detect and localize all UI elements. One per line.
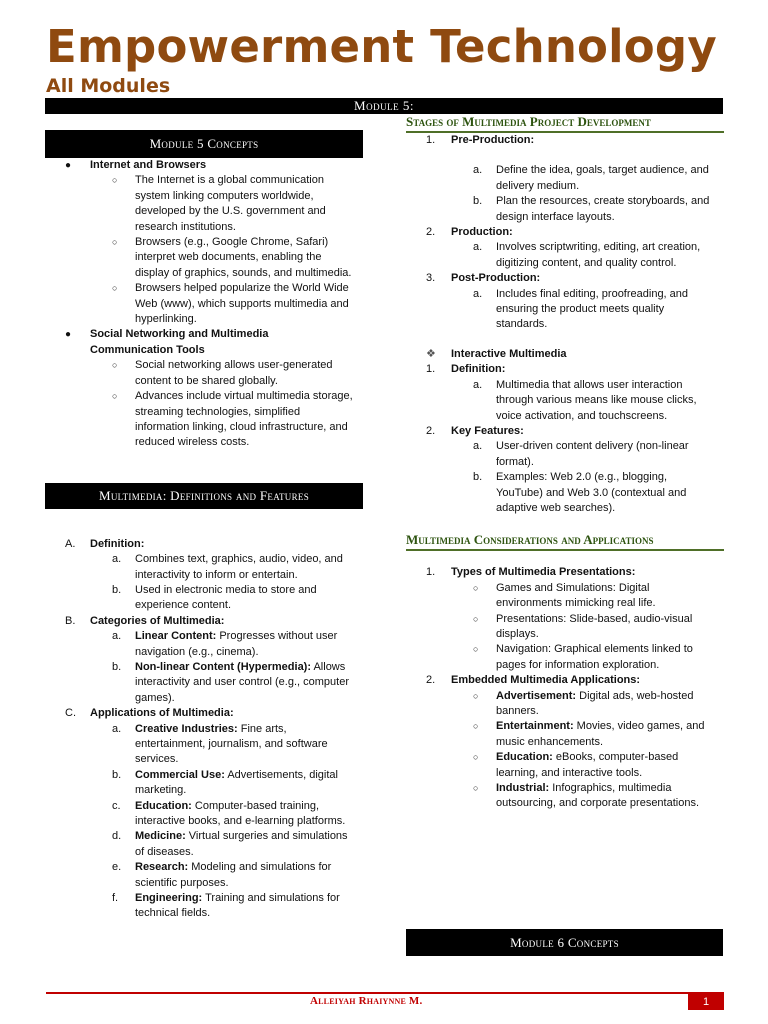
- circle-bullet-icon: ○: [473, 644, 479, 655]
- multimedia-definitions-heading: Multimedia: Definitions and Features: [45, 483, 363, 509]
- list-item: b. Plan the resources, create storyboards, and design interface layouts.: [473, 195, 710, 223]
- list-item: ○ Social networking allows user-generated content to be shared globally.: [112, 359, 333, 387]
- stages-heading: Stages of Multimedia Project Development: [406, 114, 724, 133]
- circle-bullet-icon: ○: [112, 391, 118, 402]
- list-item: f. Engineering: Training and simulations for technical fields.: [112, 892, 340, 920]
- stages-section: [406, 133, 724, 333]
- document-title: Empowerment Technology: [46, 20, 717, 73]
- list-item: ○ Education: eBooks, computer-based learning, and interactive tools.: [473, 751, 679, 779]
- circle-bullet-icon: ○: [473, 721, 479, 732]
- document-subtitle: All Modules: [46, 75, 171, 97]
- list-item: ● Social Networking and Multimedia Communication Tools: [65, 328, 269, 356]
- list-item: a. Combines text, graphics, audio, video, and interactivity to inform or entertain.: [112, 553, 343, 581]
- list-item: ○ Advances include virtual multimedia storage, streaming technologies, simplified information linking, cloud infrastructure, and reduced wireless costs.: [112, 390, 353, 449]
- left-column: [45, 130, 363, 922]
- list-item: a. Define the idea, goals, target audience, and delivery medium.: [473, 164, 709, 192]
- list-item: ○ Games and Simulations: Digital environments mimicking real life.: [473, 581, 656, 610]
- circle-bullet-icon: ○: [473, 752, 479, 763]
- circle-bullet-icon: ○: [112, 283, 118, 294]
- list-item: ○ Navigation: Graphical elements linked to pages for information exploration.: [473, 643, 693, 671]
- social-networking-section: [45, 327, 363, 450]
- list-item: 2. Embedded Multimedia Applications:: [426, 674, 641, 687]
- module-5-concepts-heading: Module 5 Concepts: [45, 130, 363, 158]
- list-item: a. Involves scriptwriting, editing, art creation, digitizing content, and quality control.: [473, 241, 701, 269]
- list-item: ❖ Interactive Multimedia: [406, 347, 724, 362]
- multimedia-definitions-section: [45, 537, 363, 922]
- list-item: 1. Definition:: [426, 363, 506, 376]
- module-banner: Module 5:: [45, 98, 723, 114]
- list-item: ○ The Internet is a global communication system linking computers worldwide, developed by the U.S. government and research institutions.: [112, 174, 326, 233]
- page-number: 1: [688, 994, 724, 1010]
- list-item: 3. Post-Production:: [426, 272, 541, 285]
- right-column: [406, 114, 724, 812]
- bullet-icon: ●: [65, 160, 72, 171]
- list-item: A. Definition:: [65, 537, 145, 550]
- circle-bullet-icon: ○: [112, 360, 118, 371]
- list-item: C. Applications of Multimedia:: [65, 707, 234, 720]
- list-item: c. Education: Computer-based training, interactive books, and e-learning platforms.: [112, 799, 346, 828]
- circle-bullet-icon: ○: [473, 613, 479, 624]
- list-item: 1. Pre-Production:: [426, 134, 535, 146]
- interactive-multimedia-section: [406, 347, 724, 516]
- diamond-bullet-icon: ❖: [426, 347, 436, 360]
- list-item: a. Includes final editing, proofreading, and ensuring the product meets quality standards.: [473, 287, 689, 331]
- list-item: d. Medicine: Virtual surgeries and simulations of diseases.: [112, 830, 348, 858]
- list-item: b. Commercial Use: Advertisements, digital marketing.: [112, 768, 338, 797]
- list-item: 2. Production:: [426, 226, 513, 239]
- circle-bullet-icon: ○: [112, 237, 118, 248]
- circle-bullet-icon: ○: [473, 690, 479, 701]
- list-item: ○ Presentations: Slide-based, audio-visual displays.: [473, 612, 693, 640]
- footer-author: Alleiyah Rhaiynne M.: [310, 995, 423, 1007]
- footer-divider: [46, 992, 724, 994]
- list-item: a. User-driven content delivery (non-linear format).: [473, 440, 689, 468]
- circle-bullet-icon: ○: [473, 582, 479, 593]
- list-item: a. Creative Industries: Fine arts, entertainment, journalism, and software services.: [112, 722, 328, 766]
- considerations-heading: Multimedia Considerations and Applications: [406, 532, 724, 551]
- list-item: ○ Entertainment: Movies, video games, and music enhancements.: [473, 720, 705, 748]
- list-item: ○ Browsers (e.g., Google Chrome, Safari) interpret web documents, enabling the display of graphics, sounds, and multimedia.: [112, 236, 352, 279]
- list-item: b. Non-linear Content (Hypermedia): Allows interactivity and user control (e.g., computer games).: [112, 660, 349, 704]
- circle-bullet-icon: ○: [473, 783, 479, 794]
- list-item: b. Examples: Web 2.0 (e.g., blogging, YouTube) and Web 3.0 (contextual and adaptive web searches).: [473, 471, 687, 514]
- bullet-icon: ●: [65, 329, 72, 341]
- list-item: ○ Industrial: Infographics, multimedia outsourcing, and corporate presentations.: [473, 782, 700, 810]
- list-item: ○ Advertisement: Digital ads, web-hosted banners.: [473, 689, 694, 717]
- list-item: b. Used in electronic media to store and experience content.: [112, 583, 317, 612]
- list-item: B. Categories of Multimedia:: [65, 614, 225, 627]
- list-item: ● Internet and Browsers: [45, 158, 363, 173]
- internet-browsers-section: [45, 158, 363, 327]
- module-6-concepts-heading: Module 6 Concepts: [406, 929, 723, 956]
- considerations-section: [406, 565, 724, 812]
- list-item: a. Multimedia that allows user interaction through various means like mouse clicks, voice activation, and touchscreens.: [473, 378, 697, 422]
- list-item: e. Research: Modeling and simulations for scientific purposes.: [112, 861, 332, 889]
- list-item: ○ Browsers helped popularize the World Wide Web (www), which supports multimedia and hyperlinking.: [112, 282, 349, 326]
- list-item: 1. Types of Multimedia Presentations:: [426, 566, 636, 579]
- circle-bullet-icon: ○: [112, 175, 118, 186]
- list-item: 2. Key Features:: [426, 424, 524, 437]
- list-item: a. Linear Content: Progresses without user navigation (e.g., cinema).: [112, 630, 338, 658]
